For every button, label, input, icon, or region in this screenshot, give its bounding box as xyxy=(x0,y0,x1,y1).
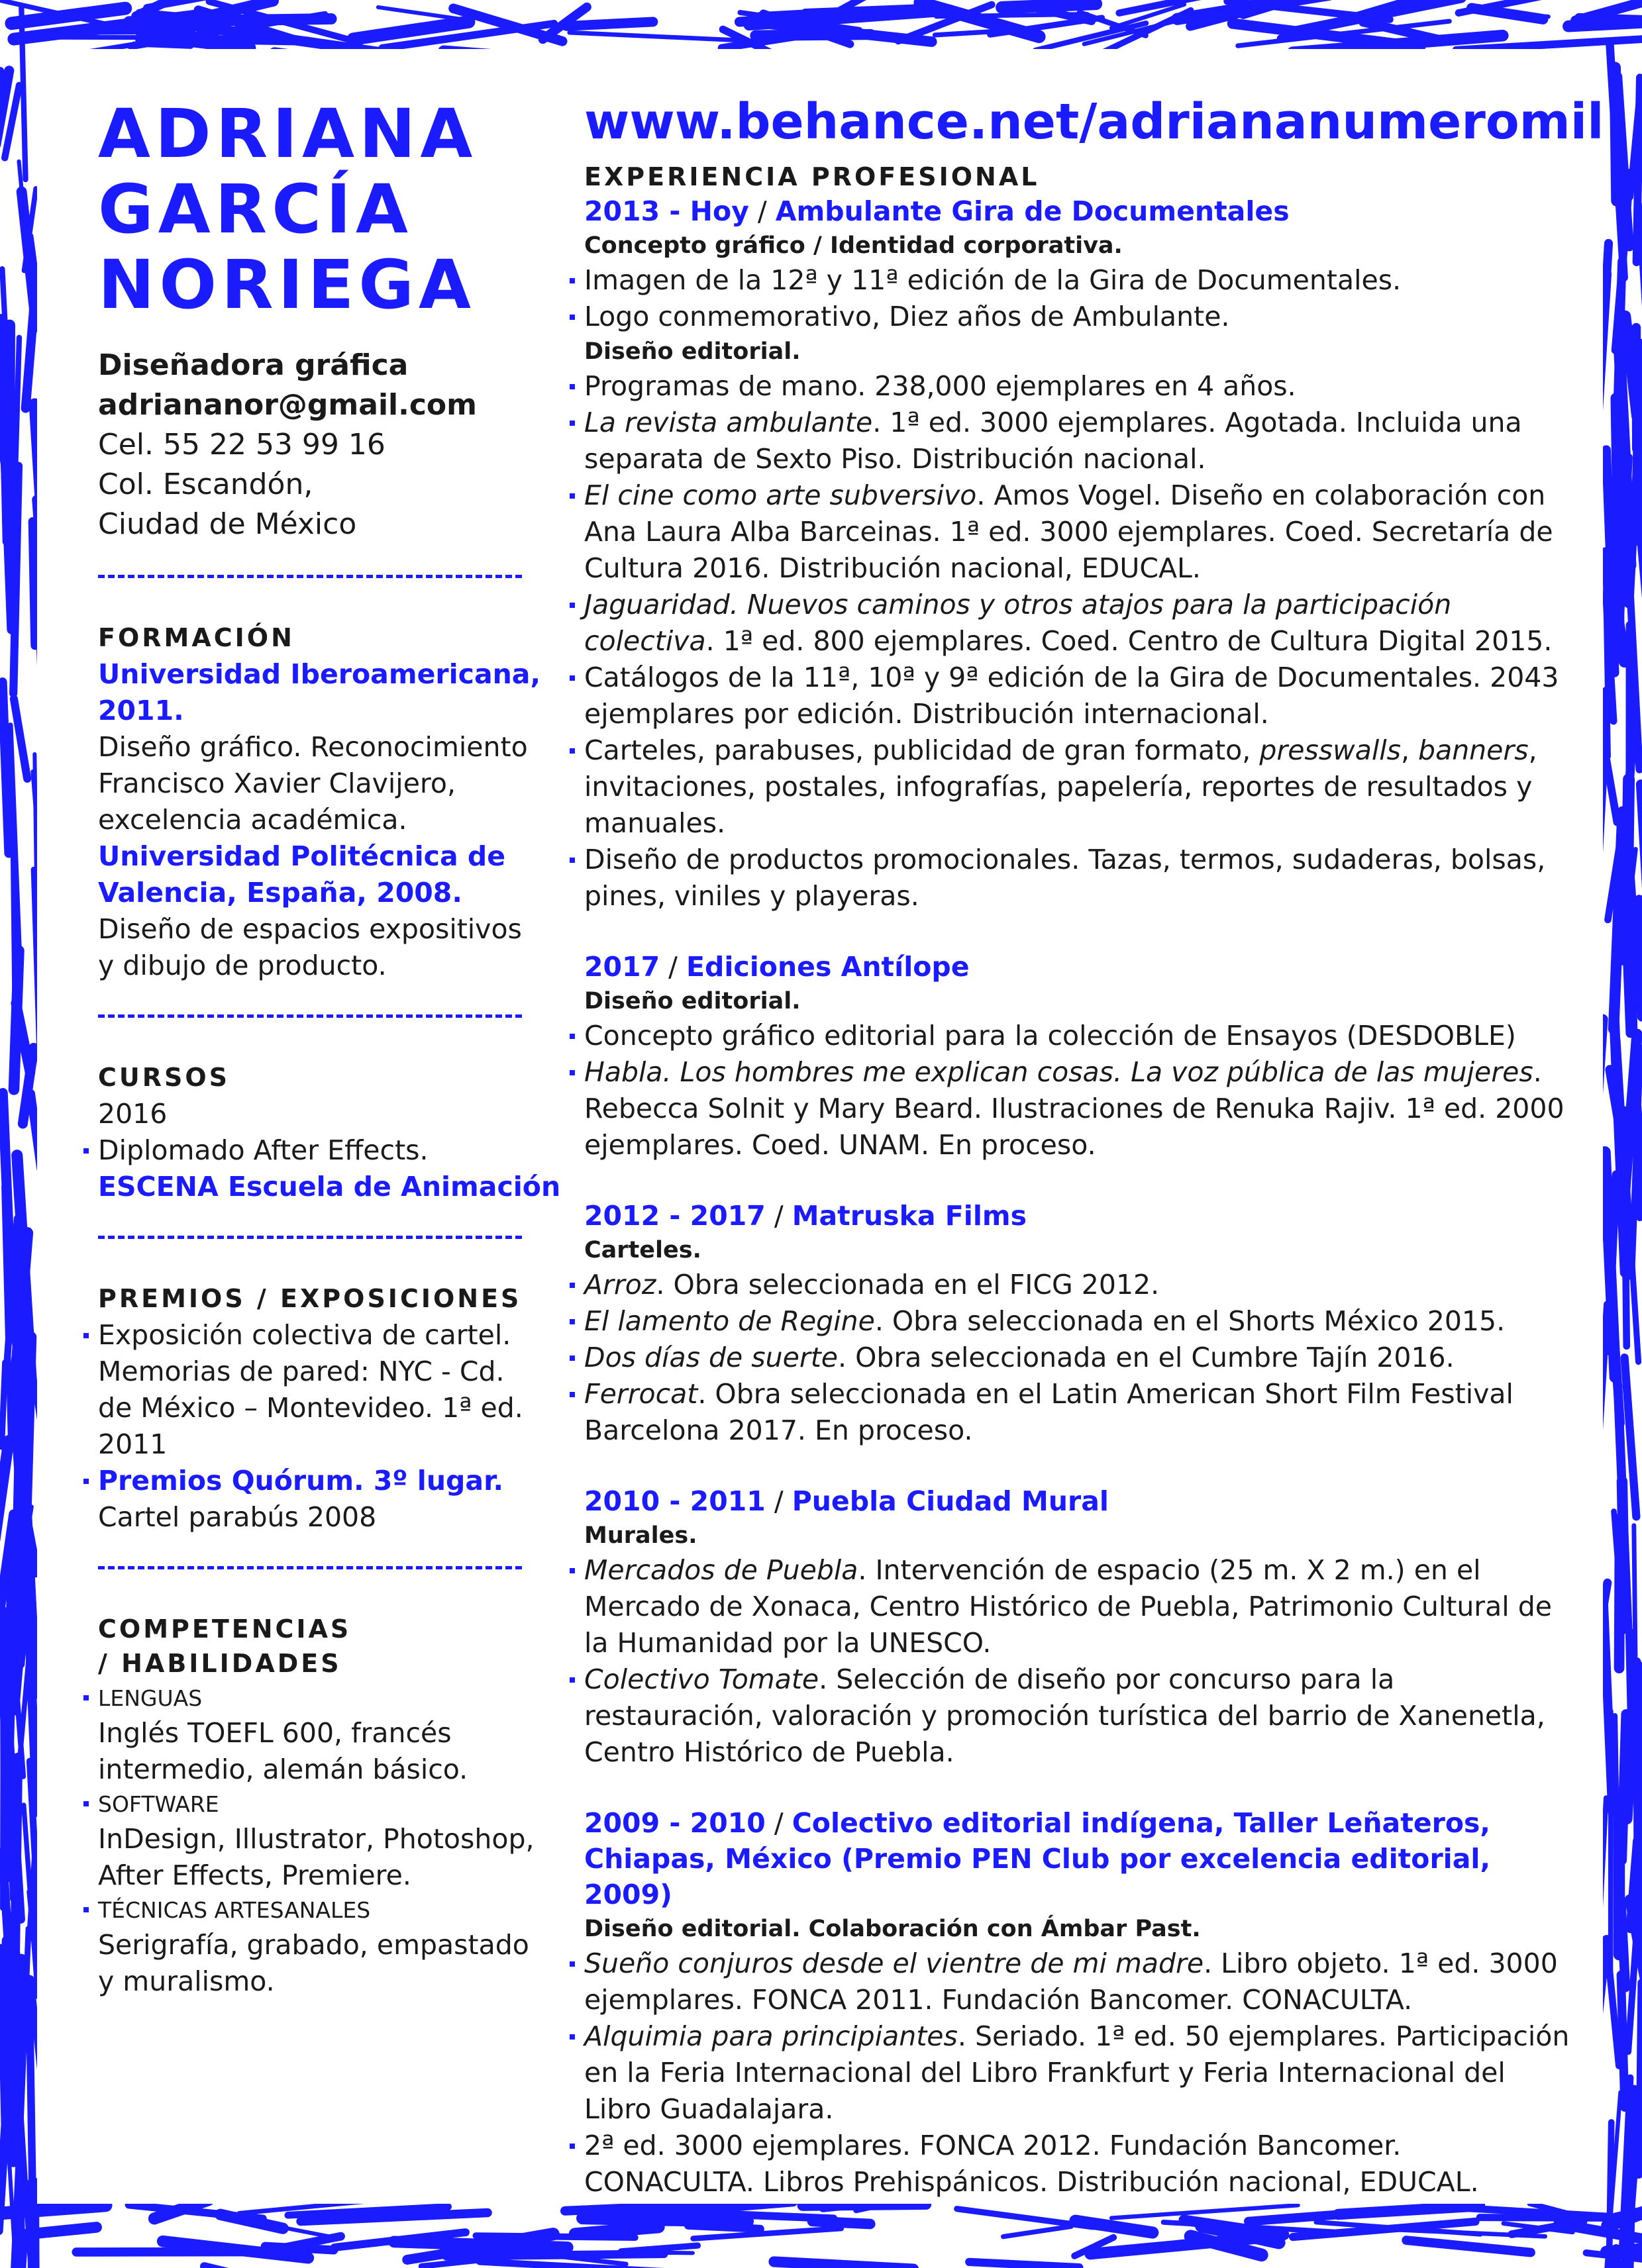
list-item xyxy=(584,1054,1578,1163)
job-heading xyxy=(584,1805,1578,1912)
item-text: . Obra seleccionada en el Shorts México 2015. xyxy=(874,1305,1506,1337)
job-heading xyxy=(584,949,1578,985)
scribble-stroke xyxy=(566,22,653,26)
award-description: Cartel parabús 2008 xyxy=(98,1501,377,1533)
premios-section xyxy=(98,1283,582,1536)
list-item xyxy=(584,1267,1578,1303)
competencias-section xyxy=(98,1613,582,2000)
dashed-divider xyxy=(98,1236,522,1239)
skill-group-text xyxy=(98,1927,582,2000)
course-year: 2016 xyxy=(98,1098,168,1130)
italic-title: Habla. Los hombres me explican cosas. La voz pública de las mujeres xyxy=(584,1056,1533,1088)
list-item xyxy=(584,1340,1578,1376)
course-item: Diplomado After Effects. xyxy=(98,1132,582,1169)
job-category: Diseño editorial. xyxy=(584,338,801,365)
job-entry xyxy=(584,1483,1578,1771)
job-years: 2013 - Hoy xyxy=(584,195,749,227)
list-item xyxy=(584,660,1578,732)
job-company: Ambulante Gira de Documentales xyxy=(775,195,1290,227)
experience-title: EXPERIENCIA PROFESIONAL xyxy=(584,162,1040,191)
list-item xyxy=(584,1018,1578,1054)
award-title: Premios Quórum. 3º lugar. xyxy=(98,1463,582,1499)
scribble-stroke xyxy=(1579,18,1642,23)
award-line: Exposición colectiva de cartel. xyxy=(98,1319,511,1351)
item-text: . Seriado. 1ª ed. 50 ejemplares. Participación en la Feria Internacional del Libro Frankfurt y Feria Internacional del Libro Guadalajara. xyxy=(584,2020,1570,2125)
list-item xyxy=(584,299,1578,335)
job-years: 2012 - 2017 xyxy=(584,1200,766,1232)
scribble-stroke xyxy=(1640,530,1642,658)
job-items xyxy=(584,262,1578,335)
skill-group-text xyxy=(98,1715,582,1788)
scribble-stroke xyxy=(1621,1903,1625,1987)
italic-title: presswalls xyxy=(1259,734,1401,766)
school-description xyxy=(98,729,582,838)
item-text: . 1ª ed. 800 ejemplares. Coed. Centro de Cultura Digital 2015. xyxy=(705,625,1553,657)
scribble-stroke xyxy=(480,2261,678,2268)
contact-block xyxy=(98,346,582,544)
skill-group-label: TÉCNICAS ARTESANALES xyxy=(98,1894,582,1927)
item-text: Concepto gráfico editorial para la colección de Ensayos (DESDOBLE) xyxy=(584,1020,1516,1052)
resume-sheet xyxy=(37,49,1603,2204)
scribble-stroke xyxy=(33,2183,34,2268)
school-line: Universidad Iberoamericana, xyxy=(98,658,541,690)
list-item xyxy=(584,368,1578,405)
school-line: Valencia, España, 2008. xyxy=(98,877,462,909)
dashed-divider xyxy=(98,1014,522,1018)
school-line: Universidad Politécnica de xyxy=(98,840,506,872)
scribble-stroke xyxy=(1631,1634,1634,1795)
scribble-stroke xyxy=(27,37,215,38)
scribble-stroke xyxy=(1614,812,1623,1029)
list-item xyxy=(584,1552,1578,1661)
experience-list xyxy=(584,193,1578,2200)
job-category: Murales. xyxy=(584,1522,697,1549)
job-entry xyxy=(584,1198,1578,1449)
item-text: . Obra seleccionada en el FICG 2012. xyxy=(656,1269,1160,1301)
job-items xyxy=(584,1267,1578,1449)
address-line-1: Col. Escandón, xyxy=(98,468,313,501)
item-text: Imagen de la 12ª y 11ª edición de la Gira de Documentales. xyxy=(584,264,1402,296)
dashed-divider xyxy=(98,575,522,578)
scribble-stroke xyxy=(1621,1975,1625,2107)
item-text: . Intervención de espacio (25 m. X 2 m.) en el Mercado de Xonaca, Centro Histórico de Puebla, Patrimonio Cultural de la Humanidad por la UNESCO. xyxy=(584,1554,1552,1659)
job-heading xyxy=(584,1198,1578,1234)
job-entry xyxy=(584,1805,1578,2200)
school-name xyxy=(98,656,582,729)
name-line-2: GARCÍA xyxy=(98,170,413,249)
heading-separator: / xyxy=(765,1200,792,1232)
portfolio-link[interactable]: www.behance.net/adriananumeromil xyxy=(584,93,1604,150)
italic-title: Mercados de Puebla xyxy=(584,1554,858,1586)
list-item xyxy=(584,2018,1578,2128)
list-item xyxy=(584,587,1578,660)
right-column xyxy=(584,89,1604,2235)
name-line-1: ADRIANA xyxy=(98,95,478,173)
name-line-3: NORIEGA xyxy=(98,246,476,324)
list-item xyxy=(584,1376,1578,1449)
italic-title: El cine como arte subversivo xyxy=(584,479,977,511)
italic-title: Sueño conjuros desde el vientre de mi madre xyxy=(584,1948,1204,1979)
item-text: . 1ª ed. 3000 ejemplares. Agotada. Incluida una separata de Sexto Piso. Distribución nacional. xyxy=(584,407,1522,475)
scribble-stroke xyxy=(1625,888,1631,1033)
scribble-stroke xyxy=(14,951,19,1090)
job-years: 2009 - 2010 xyxy=(584,1807,766,1839)
item-text: . Rebecca Solnit y Mary Beard. Ilustraciones de Renuka Rajiv. 1ª ed. 2000 ejemplares. Coed. UNAM. En proceso. xyxy=(584,1056,1565,1161)
section-title: FORMACIÓN xyxy=(98,623,295,652)
formacion-section xyxy=(98,622,582,984)
scribble-stroke xyxy=(14,699,27,779)
address-line-2: Ciudad de México xyxy=(98,507,357,541)
scribble-stroke xyxy=(26,300,35,409)
section-title: / HABILIDADES xyxy=(98,1649,342,1678)
list-item xyxy=(584,405,1578,477)
skill-line: After Effects, Premiere. xyxy=(98,1859,411,1891)
bold-text: Diseño de productos promocionales. xyxy=(584,844,1080,875)
skill-line: intermedio, alemán básico. xyxy=(98,1753,468,1785)
dashed-divider xyxy=(98,1566,522,1569)
job-entry xyxy=(584,949,1578,1163)
job-company: Puebla Ciudad Mural xyxy=(792,1485,1109,1517)
job-heading xyxy=(584,1483,1578,1519)
job-items xyxy=(584,1018,1578,1163)
scribble-stroke xyxy=(1615,1716,1618,1937)
skill-group-label: LENGUAS xyxy=(98,1682,582,1715)
job-years: 2017 xyxy=(584,951,660,983)
school-description xyxy=(98,911,582,984)
award-item xyxy=(98,1317,582,1463)
job-title: Diseñadora gráfica xyxy=(98,348,409,382)
heading-separator: / xyxy=(765,1485,792,1517)
scribble-stroke xyxy=(1639,1983,1641,2175)
job-category: Diseño editorial. xyxy=(584,988,801,1014)
scribble-stroke xyxy=(7,336,15,508)
scribble-stroke xyxy=(1002,4,1096,8)
italic-title: Jaguaridad. Nuevos caminos y otros atajos para la participación colectiva xyxy=(584,589,1452,657)
phone: Cel. 55 22 53 99 16 xyxy=(98,428,385,462)
job-company: Colectivo editorial indígena, Taller Leñateros, Chiapas, México (Premio PEN Club por excelencia editorial, 2009) xyxy=(584,1807,1491,1910)
list-item xyxy=(584,732,1578,842)
heading-separator: / xyxy=(765,1807,792,1839)
italic-title: El lamento de Regine xyxy=(584,1305,875,1337)
job-category: Carteles. xyxy=(584,1237,701,1263)
item-text: . Libro objeto. 1ª ed. 3000 ejemplares. FONCA 2011. Fundación Bancomer. CONACULTA. xyxy=(584,1948,1558,2016)
job-items xyxy=(584,1946,1578,2200)
award-line: de México – Montevideo. 1ª ed. xyxy=(98,1392,523,1424)
item-text: . Amos Vogel. Diseño en colaboración con Ana Laura Alba Barceinas. 1ª ed. 3000 ejemplares. Coed. Secretaría de Cultura 2016. Distribución nacional, EDUCAL. xyxy=(584,479,1553,584)
italic-title: Alquimia para principiantes xyxy=(584,2020,958,2052)
list-item xyxy=(584,262,1578,299)
list-item xyxy=(584,1946,1578,2018)
course-school: ESCENA Escuela de Animación xyxy=(98,1171,561,1203)
scribble-stroke xyxy=(1628,715,1634,803)
scribble-stroke xyxy=(15,2151,21,2268)
desc-line: Francisco Xavier Clavijero, xyxy=(98,767,456,799)
skill-line: y muralismo. xyxy=(98,1965,275,1997)
italic-title: banners xyxy=(1418,734,1529,766)
section-title: PREMIOS / EXPOSICIONES xyxy=(98,1284,522,1313)
job-entry xyxy=(584,193,1578,914)
desc-line: excelencia académica. xyxy=(98,804,407,836)
scribble-stroke xyxy=(8,1557,13,1757)
item-text: Tazas, termos, sudaderas, bolsas, pines, viniles y playeras. xyxy=(584,844,1546,912)
desc-line: Diseño de espacios expositivos xyxy=(98,913,522,945)
job-items xyxy=(584,1552,1578,1771)
list-item xyxy=(584,2128,1578,2200)
item-text: Carteles, parabuses, publicidad de gran formato, xyxy=(584,734,1260,766)
skill-line: InDesign, Illustrator, Photoshop, xyxy=(98,1823,535,1855)
job-years: 2010 - 2011 xyxy=(584,1485,766,1517)
scribble-stroke xyxy=(446,2254,664,2257)
item-text: Programas de mano. 238,000 ejemplares en 4 años. xyxy=(584,370,1296,402)
heading-separator: / xyxy=(660,951,687,983)
item-text: . Obra seleccionada en el Latin American Short Film Festival Barcelona 2017. En proceso. xyxy=(584,1378,1514,1446)
italic-title: Colectivo Tomate xyxy=(584,1663,819,1695)
item-text: , invitaciones, postales, infografías, papelería, reportes de resultados y manuales. xyxy=(584,734,1537,839)
job-category: Concepto gráfico / Identidad corporativa. xyxy=(584,232,1123,259)
cursos-section xyxy=(98,1061,582,1205)
skill-line: Serigrafía, grabado, empastado xyxy=(98,1929,529,1961)
job-company: Ediciones Antílope xyxy=(686,951,970,983)
job-category: Diseño editorial. Colaboración con Ámbar Past. xyxy=(584,1916,1201,1942)
skill-group-text xyxy=(98,1821,582,1894)
item-text: Logo conmemorativo, Diez años de Ambulante. xyxy=(584,301,1230,332)
list-item xyxy=(584,1661,1578,1771)
section-title: CURSOS xyxy=(98,1063,231,1092)
item-text: , xyxy=(1400,734,1419,766)
job-heading xyxy=(584,193,1578,229)
email[interactable]: adriananor@gmail.com xyxy=(98,388,477,422)
scribble-stroke xyxy=(3,1852,9,1951)
desc-line: Diseño gráfico. Reconocimiento xyxy=(98,731,528,763)
scribble-stroke xyxy=(936,14,1087,16)
job-company: Matruska Films xyxy=(792,1200,1027,1232)
list-item xyxy=(584,842,1578,914)
item-text: Catálogos de la 11ª, 10ª y 9ª edición de la Gira de Documentales. 2043 ejemplares por edición. Distribución internacional. xyxy=(584,662,1559,730)
list-item xyxy=(584,477,1578,587)
name-block xyxy=(98,97,582,323)
italic-title: Ferrocat xyxy=(584,1378,698,1410)
school-line: 2011. xyxy=(98,695,184,726)
desc-line: y dibujo de producto. xyxy=(98,950,387,981)
italic-title: La revista ambulante xyxy=(584,407,873,438)
award-line: 2011 xyxy=(98,1428,168,1460)
section-title: COMPETENCIAS xyxy=(98,1614,352,1644)
scribble-stroke xyxy=(1639,899,1642,1016)
left-column xyxy=(98,97,582,2000)
skill-group-label: SOFTWARE xyxy=(98,1788,582,1821)
scribble-stroke xyxy=(1616,2249,1619,2268)
item-text: . Selección de diseño por concurso para la restauración, valoración y promoción turística del barrio de Xanenetla, Centro Histórico de Puebla. xyxy=(584,1663,1545,1768)
item-text: . Obra seleccionada en el Cumbre Tajín 2016. xyxy=(838,1342,1455,1373)
scribble-stroke xyxy=(969,2262,1079,2267)
italic-title: Dos días de suerte xyxy=(584,1342,838,1373)
scribble-stroke xyxy=(3,682,9,853)
award-line: Memorias de pared: NYC - Cd. xyxy=(98,1356,505,1387)
scribble-stroke xyxy=(774,2261,914,2268)
item-text: 2ª ed. 3000 ejemplares. FONCA 2012. Fundación Bancomer. CONACULTA. Libros Prehispánicos. Distribución nacional, EDUCAL. xyxy=(584,2130,1479,2198)
skill-line: Inglés TOEFL 600, francés xyxy=(98,1717,452,1749)
scribble-stroke xyxy=(1406,2240,1531,2252)
school-name xyxy=(98,838,582,911)
job-items xyxy=(584,368,1578,914)
heading-separator: / xyxy=(748,195,776,227)
list-item xyxy=(584,1303,1578,1340)
italic-title: Arroz xyxy=(584,1269,656,1301)
